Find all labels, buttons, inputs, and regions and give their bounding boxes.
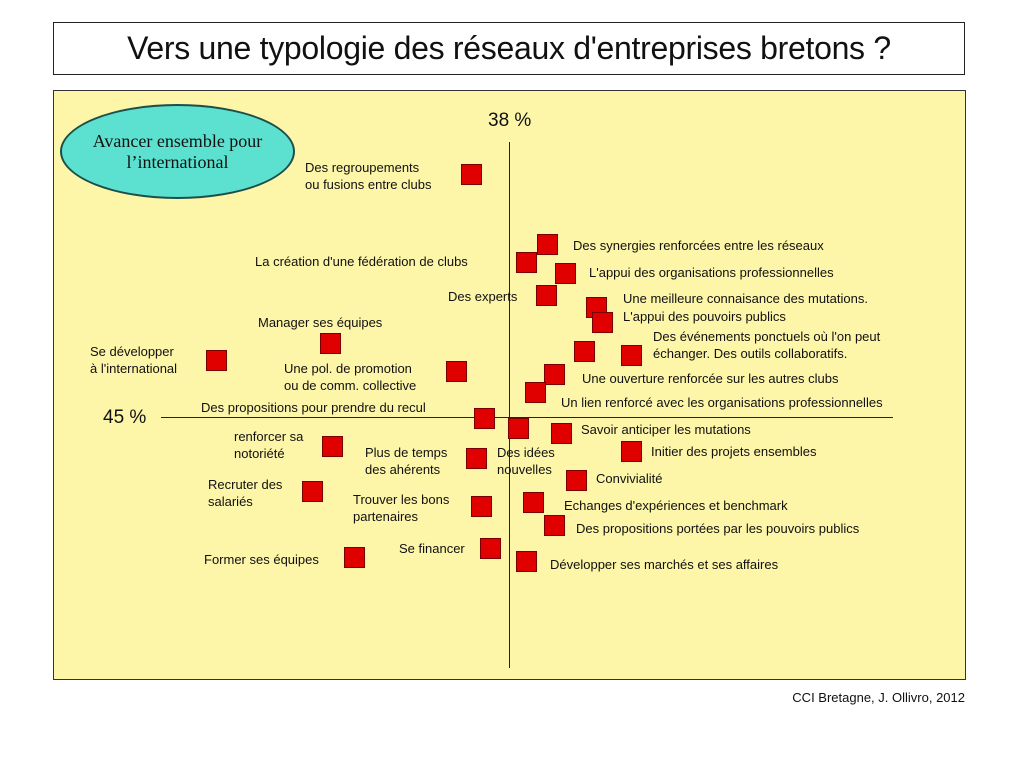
slide-title: Vers une typologie des réseaux d'entreprises bretons ? bbox=[53, 22, 965, 75]
marker-former bbox=[344, 547, 365, 568]
marker-convivialite bbox=[566, 470, 587, 491]
label-experts: Des experts bbox=[448, 289, 518, 304]
label-marches: Développer ses marchés et ses affaires bbox=[550, 557, 779, 572]
marker-partenaires bbox=[471, 496, 492, 517]
label-ouverture: Une ouverture renforcée sur les autres clubs bbox=[582, 371, 839, 386]
label-manager: Manager ses équipes bbox=[258, 315, 383, 330]
cluster-label-text: Avancer ensemble pour l’international bbox=[92, 130, 263, 172]
marker-manager bbox=[320, 333, 341, 354]
marker-ouverture bbox=[544, 364, 565, 385]
marker-lien-renforce bbox=[525, 382, 546, 403]
label-pol-promotion: Une pol. de promotion ou de comm. collective bbox=[284, 361, 417, 393]
label-regroupements: Des regroupements ou fusions entre clubs bbox=[305, 160, 432, 192]
marker-recruter bbox=[302, 481, 323, 502]
marker-marches bbox=[516, 551, 537, 572]
marker-federation bbox=[516, 252, 537, 273]
marker-notoriete bbox=[322, 436, 343, 457]
cluster-label-ellipse bbox=[60, 104, 295, 199]
vertical-axis bbox=[509, 142, 510, 668]
marker-financer bbox=[480, 538, 501, 559]
label-idees: Des idées nouvelles bbox=[497, 445, 555, 477]
label-appui-orgas: L'appui des organisations professionnelles bbox=[589, 265, 834, 280]
label-propositions-publics: Des propositions portées par les pouvoirs publics bbox=[576, 521, 860, 536]
marker-appui-orgas bbox=[555, 263, 576, 284]
label-evenements: Des événements ponctuels où l'on peut échanger. Des outils collaboratifs. bbox=[653, 329, 881, 361]
label-appui-pouvoirs: L'appui des pouvoirs publics bbox=[623, 309, 786, 324]
label-recruter: Recruter des salariés bbox=[208, 477, 283, 509]
marker-pol-promotion bbox=[446, 361, 467, 382]
marker-plus-temps bbox=[466, 448, 487, 469]
label-plus-temps: Plus de temps des ahérents bbox=[365, 445, 448, 477]
label-notoriete: renforcer sa notoriété bbox=[234, 429, 304, 461]
label-synergies: Des synergies renforcées entre les réseaux bbox=[573, 238, 824, 253]
label-lien-renforce: Un lien renforcé avec les organisations professionnelles bbox=[561, 395, 883, 410]
credit-text: CCI Bretagne, J. Ollivro, 2012 bbox=[792, 690, 965, 705]
label-propositions-recul: Des propositions pour prendre du recul bbox=[201, 400, 426, 415]
marker-centre bbox=[508, 418, 529, 439]
label-anticiper: Savoir anticiper les mutations bbox=[581, 422, 751, 437]
label-convivialite: Convivialité bbox=[596, 471, 663, 486]
horizontal-axis-label: 45 % bbox=[103, 407, 147, 428]
marker-projets bbox=[621, 441, 642, 462]
marker-synergies bbox=[537, 234, 558, 255]
marker-anticiper bbox=[551, 423, 572, 444]
marker-propositions-recul bbox=[474, 408, 495, 429]
label-meilleure-connaissance: Une meilleure connaisance des mutations. bbox=[623, 291, 868, 306]
marker-regroupements bbox=[461, 164, 482, 185]
marker-propositions-publics bbox=[544, 515, 565, 536]
marker-appui-pouvoirs bbox=[592, 312, 613, 333]
label-former: Former ses équipes bbox=[204, 552, 319, 567]
marker-evenements-1 bbox=[574, 341, 595, 362]
marker-evenements-2 bbox=[621, 345, 642, 366]
marker-echanges bbox=[523, 492, 544, 513]
label-projets: Initier des projets ensembles bbox=[651, 444, 817, 459]
label-echanges: Echanges d'expériences et benchmark bbox=[564, 498, 788, 513]
label-partenaires: Trouver les bons partenaires bbox=[353, 492, 450, 524]
label-financer: Se financer bbox=[399, 541, 465, 556]
marker-se-developper bbox=[206, 350, 227, 371]
label-se-developper: Se développer à l'international bbox=[90, 344, 178, 376]
label-federation: La création d'une fédération de clubs bbox=[255, 254, 468, 269]
vertical-axis-label: 38 % bbox=[488, 110, 532, 131]
marker-experts bbox=[536, 285, 557, 306]
